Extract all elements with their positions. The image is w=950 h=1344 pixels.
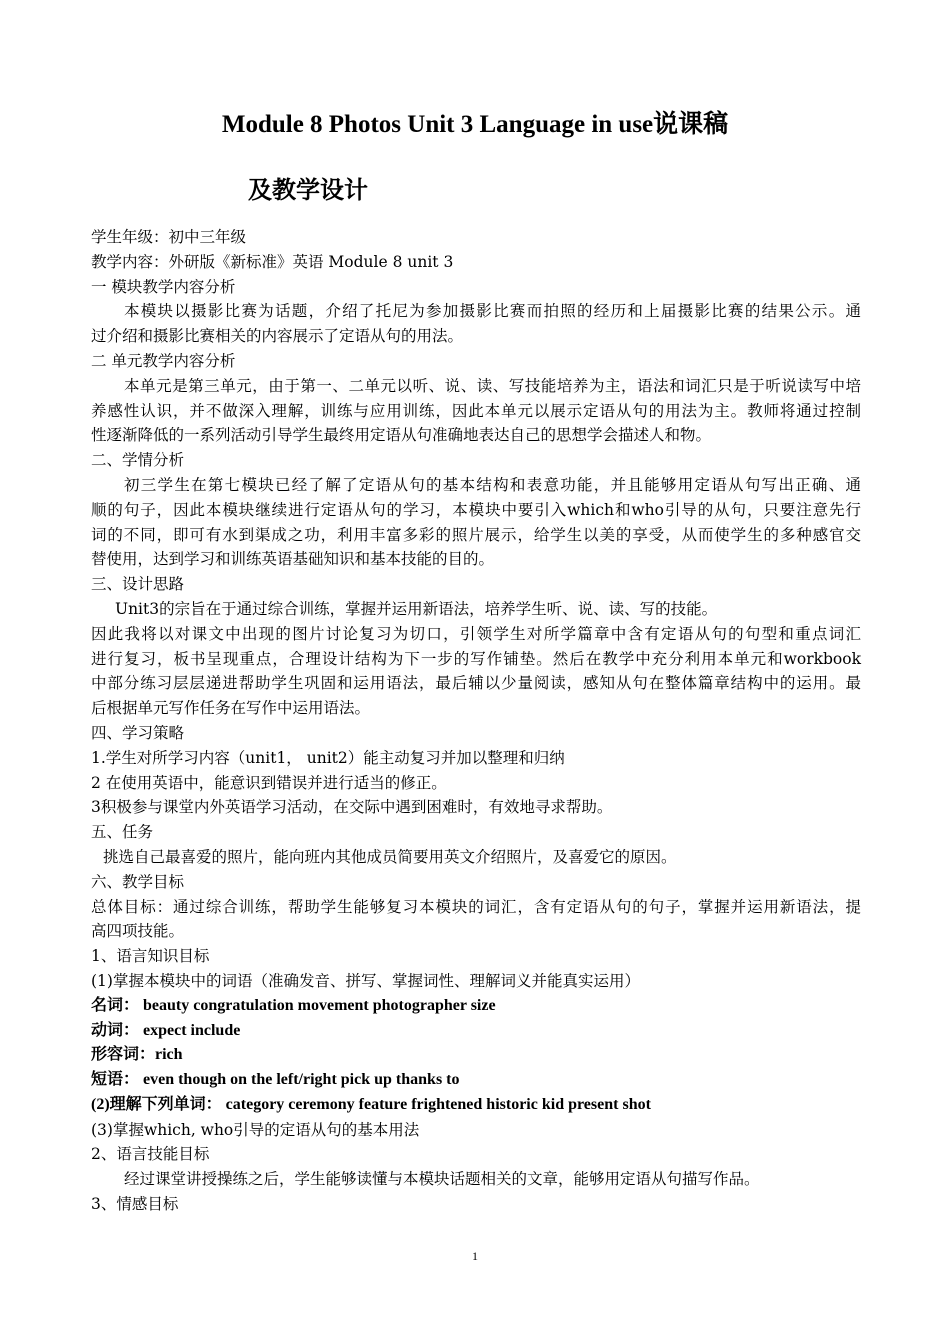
paragraph-line: 词的不同，即可有水到渠成之功，利用丰富多彩的照片展示，给学生以美的享受，从而使学生的多种感官交 xyxy=(91,525,861,544)
page-number: 1 xyxy=(472,1249,478,1263)
grade-line: 学生年级：初中三年级 xyxy=(91,228,247,246)
section-heading: 一 模块教学内容分析 xyxy=(91,277,236,296)
paragraph-line: 后根据单元写作任务在写作中运用语法。 xyxy=(91,699,371,718)
document-title-continued: 及教学设计 xyxy=(248,175,368,204)
vocab-adjectives: 形容词：rich xyxy=(91,1046,183,1064)
paragraph-line: Unit3的宗旨在于通过综合训练，掌握并运用新语法，培养学生听、说、读、写的技能。 xyxy=(115,599,718,618)
vocab-phrases: 短语： even though on the left/right pick up thanks to xyxy=(91,1071,460,1089)
list-item: 3积极参与课堂内外英语学习活动，在交际中遇到困难时，有效地寻求帮助。 xyxy=(91,798,613,817)
paragraph-line: 本单元是第三单元，由于第一、二单元以听、说、读、写技能培养为主，语法和词汇只是于听说读写中培 xyxy=(124,376,861,395)
section-heading: 三、设计思路 xyxy=(91,575,185,594)
paragraph-line: 顺的句子，因此本模块继续进行定语从句的学习，本模块中要引入which和who引导的从句，只要注意先行 xyxy=(91,500,861,519)
document-title: Module 8 Photos Unit 3 Language in use说课稿 xyxy=(221,111,729,138)
vocab-nouns: 名词： beauty congratulation movement photographer size xyxy=(91,996,496,1014)
section-heading: 五、任务 xyxy=(91,823,154,842)
paragraph-line: 经过课堂讲授操练之后，学生能够读懂与本模块话题相关的文章，能够用定语从句描写作品。 xyxy=(124,1170,760,1189)
paragraph-line: 替使用，达到学习和训练英语基础知识和基本技能的目的。 xyxy=(91,550,495,569)
paragraph-line: 本模块以摄影比赛为话题，介绍了托尼为参加摄影比赛而拍照的经历和上届摄影比赛的结果公示。通 xyxy=(124,302,861,321)
list-item: 2 在使用英语中，能意识到错误并进行适当的修正。 xyxy=(91,773,447,792)
section-heading: 四、学习策略 xyxy=(91,723,185,742)
document-body xyxy=(91,225,861,1217)
list-item: (3)掌握which, who引导的定语从句的基本用法 xyxy=(91,1120,420,1139)
vocab-understand: (2)理解下列单词： category ceremony feature frightened historic kid present shot xyxy=(91,1095,651,1113)
paragraph-line: 性逐渐降低的一系列活动引导学生最终用定语从句准确地表达自己的思想学会描述人和物。 xyxy=(91,426,712,445)
subsection-heading: 2、语言技能目标 xyxy=(91,1145,210,1164)
section-heading: 二、学情分析 xyxy=(91,451,185,470)
list-item: (1)掌握本模块中的词语（准确发音、拼写、掌握词性、理解词义并能真实运用） xyxy=(91,971,640,990)
section-heading: 六、教学目标 xyxy=(91,872,185,891)
paragraph-line: 进行复习，板书呈现重点，合理设计结构为下一步的写作铺垫。然后在教学中充分利用本单元和workbook xyxy=(91,649,861,668)
paragraph-line: 挑选自己最喜爱的照片，能向班内其他成员简要用英文介绍照片，及喜爱它的原因。 xyxy=(103,847,677,866)
content-line: 教学内容：外研版《新标准》英语 Module 8 unit 3 xyxy=(91,252,454,271)
list-item: 1.学生对所学习内容（unit1， unit2）能主动复习并加以整理和归纳 xyxy=(91,748,565,767)
paragraph-line: 因此我将以对课文中出现的图片讨论复习为切口，引领学生对所学篇章中含有定语从句的句型和重点词汇 xyxy=(91,624,861,643)
paragraph-line: 养感性认识，并不做深入理解，训练与应用训练，因此本单元以展示定语从句的用法为主。教师将通过控制 xyxy=(91,401,861,420)
paragraph-line: 过介绍和摄影比赛相关的内容展示了定语从句的用法。 xyxy=(91,327,464,346)
paragraph-line: 初三学生在第七模块已经了解了定语从句的基本结构和表意功能，并且能够用定语从句写出正确、通 xyxy=(124,475,861,494)
subsection-heading: 1、语言知识目标 xyxy=(91,947,210,966)
section-heading: 二 单元教学内容分析 xyxy=(91,351,236,370)
paragraph-line: 高四项技能。 xyxy=(91,922,185,941)
paragraph-line: 总体目标：通过综合训练，帮助学生能够复习本模块的词汇，含有定语从句的句子，掌握并运用新语法，提 xyxy=(91,897,861,916)
vocab-verbs: 动词： expect include xyxy=(91,1021,241,1039)
subsection-heading: 3、情感目标 xyxy=(91,1195,179,1214)
paragraph-line: 中部分练习层层递进帮助学生巩固和运用语法，最后辅以少量阅读，感知从句在整体篇章结构中的运用。最 xyxy=(91,674,861,693)
